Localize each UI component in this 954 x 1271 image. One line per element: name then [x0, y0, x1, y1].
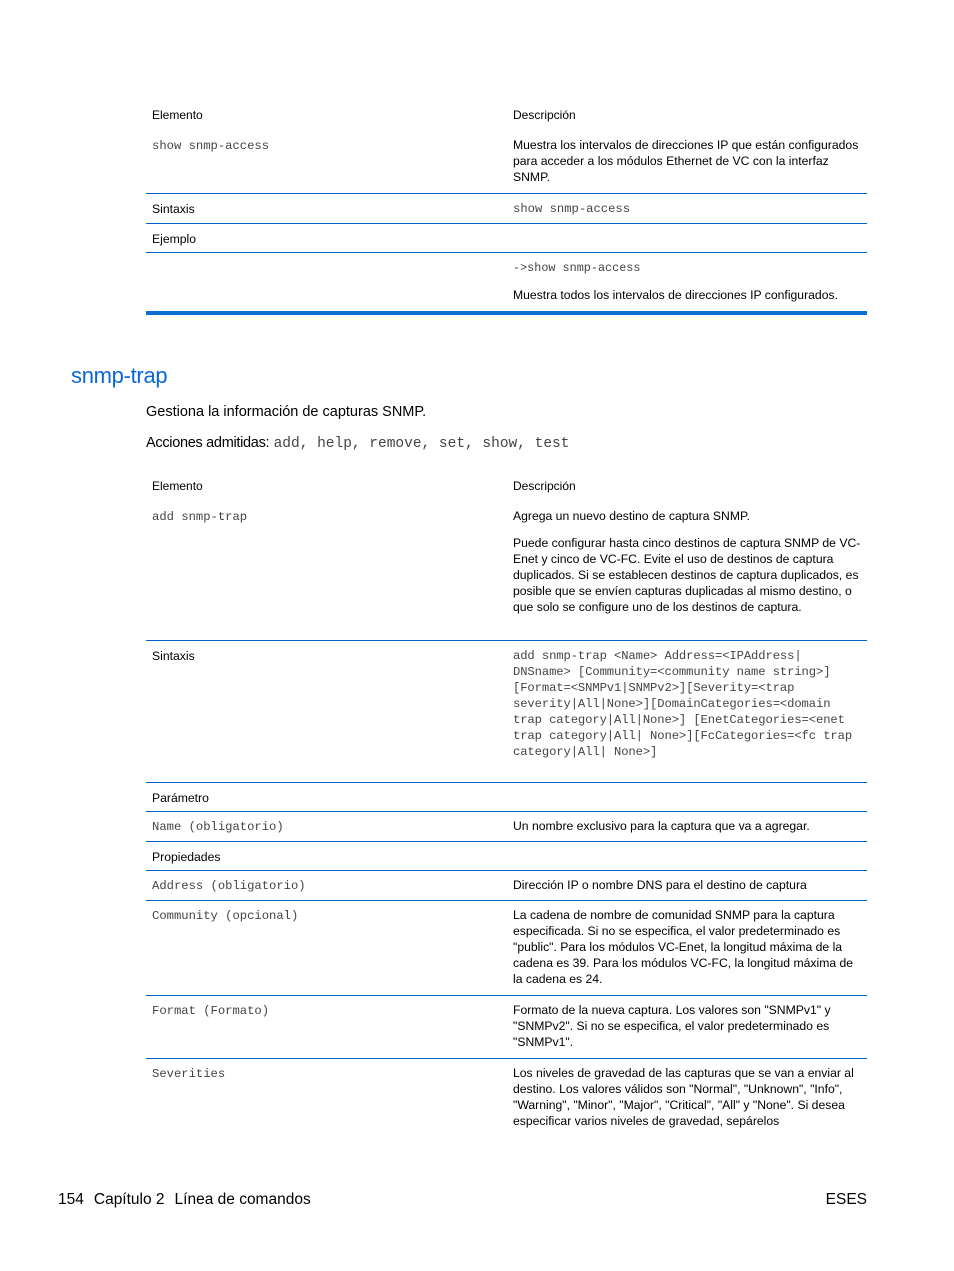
element-cell: Severities: [152, 1066, 226, 1081]
table-row: [146, 841, 867, 870]
description-line: Agrega un nuevo destino de captura SNMP.: [513, 509, 750, 523]
table-row: [146, 223, 867, 252]
actions-values: add, help, remove, set, show, test: [273, 436, 570, 452]
example-code: ->show snmp-access: [513, 260, 641, 275]
actions-colon: :: [265, 435, 274, 451]
element-cell: Format (Formato): [146, 995, 507, 1058]
table-row: [146, 131, 867, 193]
syntax-label: Sintaxis: [146, 640, 507, 782]
empty-cell: [507, 782, 867, 811]
example-label: Ejemplo: [146, 223, 507, 252]
table-row: [146, 870, 867, 900]
page-footer: [58, 1191, 311, 1209]
header-elemento: Elemento: [152, 479, 203, 493]
page-number: 154: [58, 1191, 84, 1208]
header-elemento: Elemento: [152, 108, 203, 122]
snmp-access-table: [146, 98, 867, 315]
snmp-trap-table: [146, 469, 867, 1129]
description-paragraph: Puede configurar hasta cinco destinos de captura SNMP de VC-Enet y cinco de VC-FC. Evite el uso de destinos de captura duplicados. Si se establecen destinos de captura duplicados, es posible que se envíen capturas duplicadas al mismo destino, o que solo se configure uno de los destinos de captura.: [513, 536, 861, 614]
table-row: [146, 782, 867, 811]
description-cell: Dirección IP o nombre DNS para el destino de captura: [507, 870, 867, 900]
table-row: [146, 193, 867, 223]
element-cell: Address (obligatorio): [146, 870, 507, 900]
locale-code: ESES: [825, 1191, 867, 1208]
chapter-title: Línea de comandos: [174, 1191, 311, 1208]
section-intro: Gestiona la información de capturas SNMP.: [146, 404, 427, 420]
description-cell: [507, 502, 867, 640]
example-cell: [507, 252, 867, 313]
empty-cell: [507, 223, 867, 252]
table-row: [146, 252, 867, 313]
example-description: Muestra todos los intervalos de direcciones IP configurados.: [513, 287, 838, 302]
table-row: [146, 640, 867, 782]
syntax-value: add snmp-trap <Name> Address=<IPAddress| DNSname> [Community=<community name string>] [Format=<SNMPv1|SNMPv2>][Severity=<trap severity|All|None>][DomainCategories=<domain trap category|All|None>] [EnetCategories=<enet trap category|All| None>][FcCategories=<fc trap category|All| None>]: [507, 640, 867, 782]
actions-label: Acciones admitidas: [146, 435, 266, 451]
header-descripcion: Descripción: [513, 479, 576, 493]
table-row: [146, 900, 867, 995]
syntax-value: show snmp-access: [507, 193, 867, 223]
table-row: [146, 502, 867, 640]
element-cell: add snmp-trap: [146, 502, 507, 640]
element-cell: show snmp-access: [146, 131, 507, 193]
header-descripcion: Descripción: [513, 108, 576, 122]
table-row: [146, 1058, 867, 1129]
description-cell: Formato de la nueva captura. Los valores son "SNMPv1" y "SNMPv2". Si no se especifica, el valor predeterminado es "SNMPv1".: [507, 995, 867, 1058]
table-row: [146, 995, 867, 1058]
chapter-label: Capítulo 2: [93, 1191, 165, 1208]
element-cell: Community (opcional): [146, 900, 507, 995]
parameter-label: Parámetro: [146, 782, 507, 811]
supported-actions: [146, 435, 569, 452]
empty-cell: [146, 252, 507, 313]
table-header-row: [146, 469, 867, 502]
section-title: snmp-trap: [71, 363, 168, 388]
element-cell: Name (obligatorio): [146, 811, 507, 841]
empty-cell: [507, 841, 867, 870]
syntax-label: Sintaxis: [146, 193, 507, 223]
table-header-row: [146, 98, 867, 131]
properties-label: Propiedades: [146, 841, 507, 870]
table-row: [146, 811, 867, 841]
description-cell: Los niveles de gravedad de las capturas que se van a enviar al destino. Los valores válidos son "Normal", "Unknown", "Info", "Warning", "Minor", "Major", "Critical", "All" y "None". Si desea especificar varios niveles de gravedad, sepárelos: [513, 1065, 854, 1128]
description-cell: Un nombre exclusivo para la captura que va a agregar.: [507, 811, 867, 841]
description-cell: La cadena de nombre de comunidad SNMP para la captura especificada. Si no se especifica, el valor predeterminado es "public". Para los módulos VC-Enet, la longitud máxima de la cadena es 39. Para los módulos VC-FC, la longitud máxima de la cadena es 24.: [507, 900, 867, 995]
description-cell: Muestra los intervalos de direcciones IP que están configurados para acceder a los módulos Ethernet de VC con la interfaz SNMP.: [507, 131, 867, 193]
